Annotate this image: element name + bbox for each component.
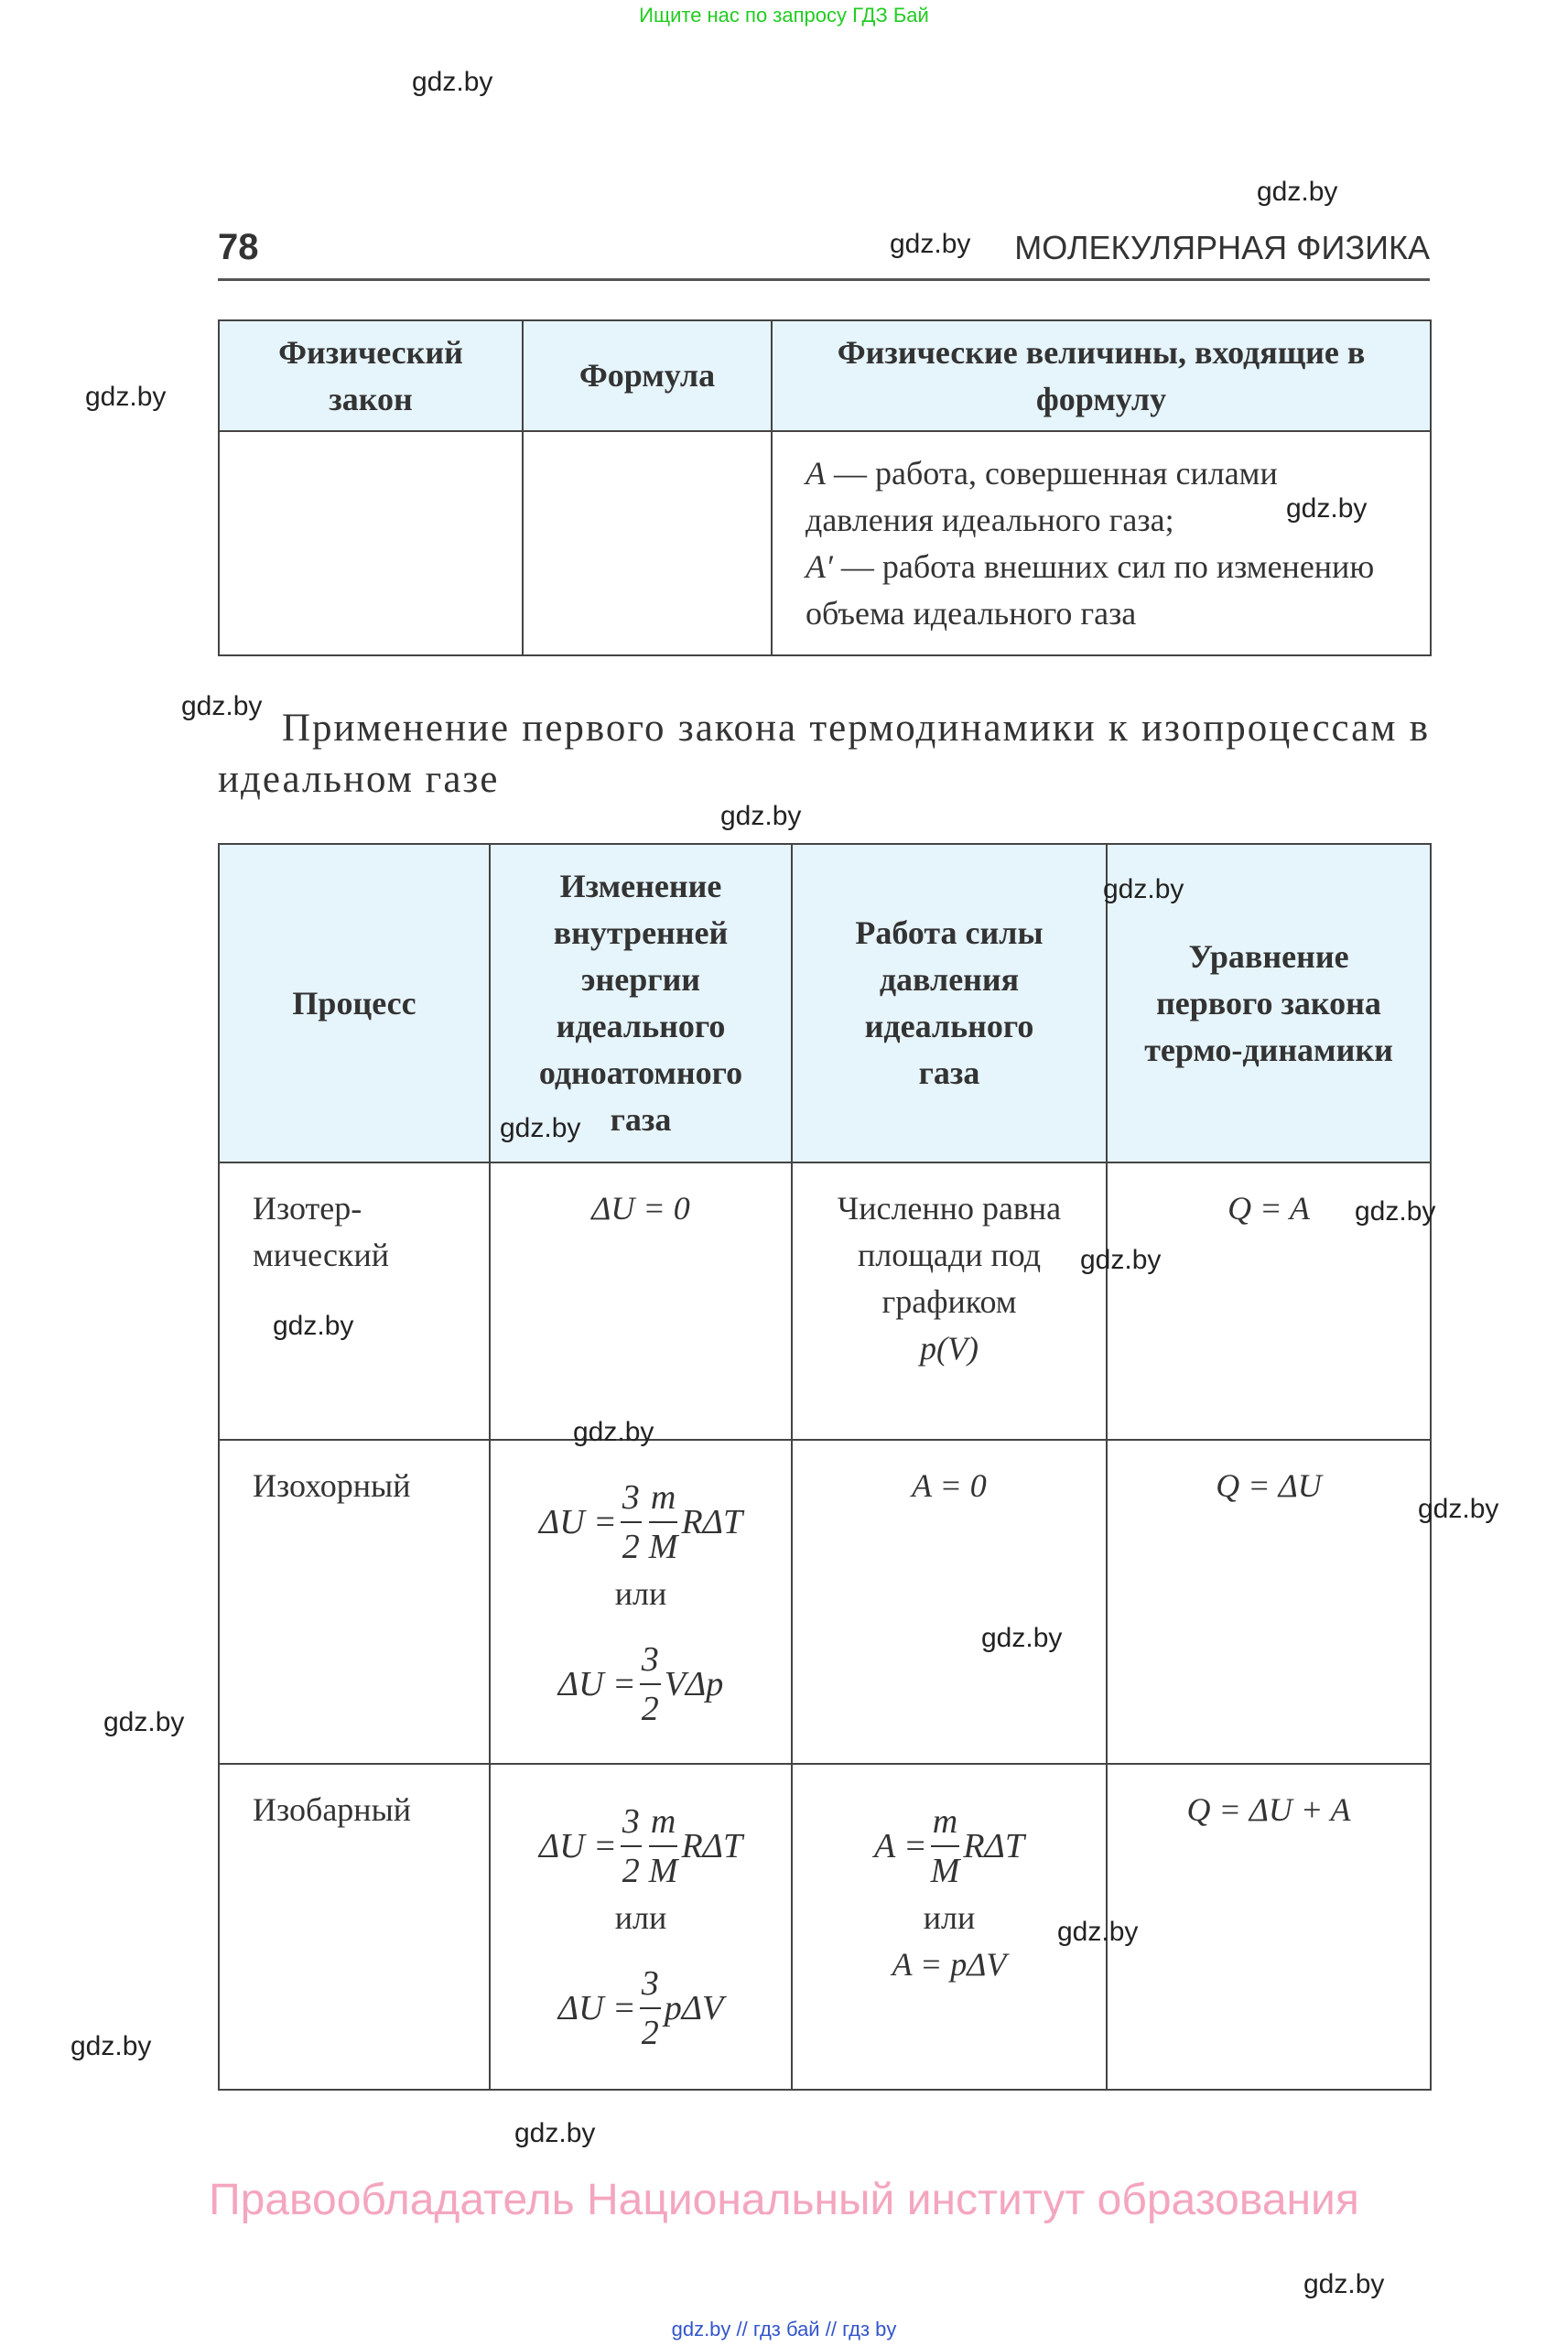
watermark: gdz.by xyxy=(981,1623,1063,1653)
watermark: gdz.by xyxy=(273,1311,354,1341)
cell-formula xyxy=(523,431,772,655)
section-heading: Применение первого закона термодинамики к изопроцессам в идеальном газе xyxy=(218,707,1430,801)
header-work: Работа силы давления идеального газа xyxy=(792,844,1107,1162)
internal-energy xyxy=(490,1764,792,2090)
process-name: Изотер-мический xyxy=(219,1162,490,1440)
formula-du-temperature: ΔU = $\frac{3}{2}$ $\frac{m}{M}$ RΔT xyxy=(539,1474,742,1571)
cell-quantities xyxy=(772,431,1431,655)
first-law: Q = A xyxy=(1107,1162,1431,1440)
formula-work-temperature: A = $\frac{m}{M}$ RΔT xyxy=(874,1798,1024,1895)
watermark: gdz.by xyxy=(1418,1494,1499,1524)
footer-link-gdz-by[interactable]: gdz.by xyxy=(671,2318,731,2341)
copyright-notice: Правообладатель Национальный институт образования xyxy=(209,2176,1359,2224)
watermark: gdz.by xyxy=(514,2118,596,2148)
cell-law xyxy=(219,431,523,655)
watermark: gdz.by xyxy=(1355,1196,1436,1227)
footer-link-gdz-by-ru[interactable]: гдз by xyxy=(842,2318,897,2341)
page-number: 78 xyxy=(218,227,259,267)
watermark: gdz.by xyxy=(1257,177,1338,207)
watermark: gdz.by xyxy=(500,1113,581,1143)
header-quantities: Физические величины, входящие в формулу xyxy=(772,320,1431,431)
first-law: Q = ΔU + A xyxy=(1107,1764,1431,2090)
header-internal-energy: Изменение внутренней энергии идеального одноатомного газа xyxy=(490,844,792,1162)
or-label: или xyxy=(614,1575,667,1612)
footer-links xyxy=(0,2318,1568,2341)
watermark: gdz.by xyxy=(70,2031,152,2061)
laws-table-continued xyxy=(218,319,1432,656)
formula-du-temperature: ΔU = $\frac{3}{2}$ $\frac{m}{M}$ RΔT xyxy=(539,1798,742,1895)
watermark: gdz.by xyxy=(1286,493,1368,524)
process-name: Изохорный xyxy=(219,1440,490,1764)
watermark: gdz.by xyxy=(573,1417,654,1447)
watermark: gdz.by xyxy=(890,229,971,259)
watermark: gdz.by xyxy=(412,67,493,97)
watermark: gdz.by xyxy=(1303,2269,1385,2299)
search-hint: Ищите нас по запросу ГДЗ Бай xyxy=(639,4,929,27)
or-label: или xyxy=(923,1899,976,1936)
separator: // xyxy=(825,2318,837,2341)
header-first-law: Уравнение первого закона термо-динамики xyxy=(1107,844,1431,1162)
work: Численно равна площади под графиком p(V) xyxy=(792,1162,1107,1440)
isoprocess-table xyxy=(218,843,1432,2091)
table-row-isothermal xyxy=(219,1162,1431,1440)
header-process: Процесс xyxy=(219,844,490,1162)
table-row-isobaric xyxy=(219,1764,1431,2090)
formula-du-pressure: ΔU = $\frac{3}{2}$ VΔp xyxy=(558,1636,723,1733)
work: A = 0 xyxy=(792,1440,1107,1764)
watermark: gdz.by xyxy=(1103,874,1184,904)
separator: // xyxy=(736,2318,748,2341)
watermark: gdz.by xyxy=(720,801,802,831)
quantity-a-prime: A′ — работа внешних сил по изменению объема идеального газа xyxy=(806,548,1375,632)
first-law: Q = ΔU xyxy=(1107,1440,1431,1764)
watermark: gdz.by xyxy=(85,382,167,412)
table-row-isochoric xyxy=(219,1440,1431,1764)
process-name: Изобарный xyxy=(219,1764,490,2090)
or-label: или xyxy=(614,1899,667,1936)
watermark: gdz.by xyxy=(103,1707,185,1737)
formula-du-volume: ΔU = $\frac{3}{2}$ pΔV xyxy=(558,1960,723,2057)
footer-link-gdz-bai[interactable]: гдз бай xyxy=(752,2318,820,2341)
internal-energy: ΔU = 0 xyxy=(490,1162,792,1440)
watermark: gdz.by xyxy=(181,691,263,721)
header-rule xyxy=(218,278,1430,281)
watermark: gdz.by xyxy=(1080,1245,1162,1275)
formula-work-volume: A = pΔV xyxy=(892,1946,1007,1983)
internal-energy xyxy=(490,1440,792,1764)
quantity-a: A — работа, совершенная силами давления идеального газа; xyxy=(806,455,1278,538)
running-head: МОЛЕКУЛЯРНАЯ ФИЗИКА xyxy=(1014,229,1430,266)
header-law: Физический закон xyxy=(219,320,523,431)
watermark: gdz.by xyxy=(1057,1917,1139,1947)
header-formula: Формула xyxy=(523,320,772,431)
